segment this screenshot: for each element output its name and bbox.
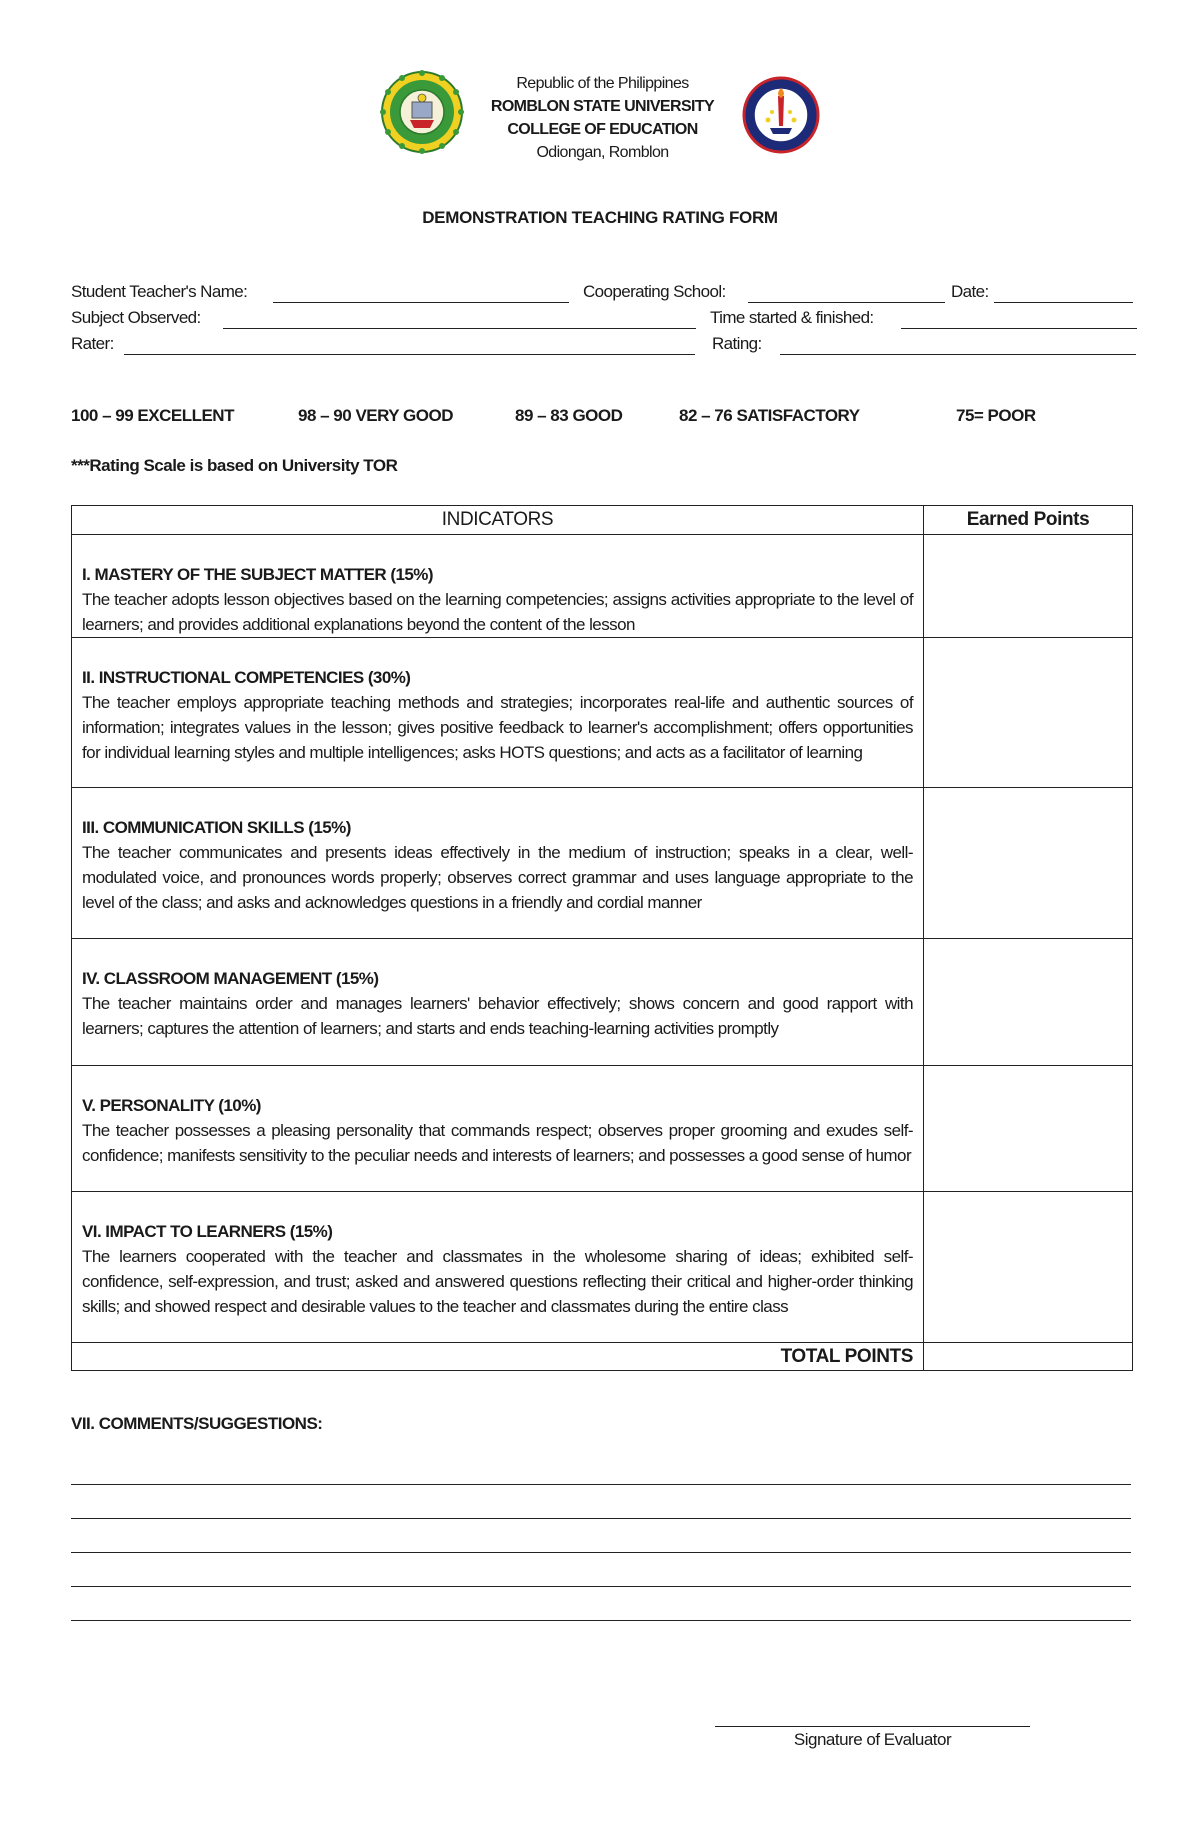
- scale-very-good: 98 – 90 VERY GOOD: [298, 406, 453, 425]
- location-line: Odiongan, Romblon: [536, 144, 669, 161]
- indicator-title: II. INSTRUCTIONAL COMPETENCIES (30%): [82, 668, 411, 687]
- indicator-description: The teacher employs appropriate teaching methods and strategies; incorporates real-life and authentic sources of information; integrates values in the lesson; gives positive feedback to learner's accomplishment; offers opportunities for individual learning styles and multiple intelligences; asks HOTS questions; and acts as a facilitator of learning: [82, 693, 913, 762]
- time-field[interactable]: [901, 328, 1137, 329]
- signature-line[interactable]: [715, 1726, 1030, 1727]
- student-teacher-field[interactable]: [273, 302, 569, 303]
- earned-points-header: Earned Points: [924, 506, 1133, 535]
- indicator-title: VI. IMPACT TO LEARNERS (15%): [82, 1222, 333, 1241]
- date-label: Date:: [951, 282, 989, 301]
- indicator-title: IV. CLASSROOM MANAGEMENT (15%): [82, 969, 379, 988]
- total-points-cell[interactable]: [924, 1343, 1133, 1371]
- indicator-description: The teacher possesses a pleasing personality that commands respect; observes proper grooming and exudes self-confidence; manifests sensitivity to the peculiar needs and interests of learners; and possesses a good sense of humor: [82, 1121, 913, 1165]
- rater-label: Rater:: [71, 334, 114, 353]
- scale-excellent: 100 – 99 EXCELLENT: [71, 406, 234, 425]
- subject-observed-label: Subject Observed:: [71, 308, 201, 327]
- rating-field[interactable]: [780, 354, 1136, 355]
- earned-points-cell[interactable]: [924, 939, 1133, 1066]
- indicator-cell: [72, 788, 924, 939]
- student-teacher-label: Student Teacher's Name:: [71, 282, 248, 301]
- indicators-header: INDICATORS: [72, 506, 924, 535]
- cooperating-school-field[interactable]: [748, 302, 945, 303]
- scale-note: ***Rating Scale is based on University TOR: [71, 456, 398, 475]
- indicator-cell: [72, 939, 924, 1066]
- comments-label: VII. COMMENTS/SUGGESTIONS:: [71, 1414, 323, 1433]
- indicator-description: The learners cooperated with the teacher and classmates in the wholesome sharing of ideas; exhibited self-confidence, self-expression, and trust; asked and answered questions reflecting their critical and higher-order thinking skills; and showed respect and desirable values to the teacher and classmates during the entire class: [82, 1247, 913, 1316]
- indicator-row: [72, 788, 1133, 939]
- scale-good: 89 – 83 GOOD: [515, 406, 623, 425]
- indicator-description: The teacher adopts lesson objectives based on the learning competencies; assigns activities appropriate to the level of learners; and provides additional explanations beyond the content of the lesson: [82, 590, 913, 634]
- indicator-row: [72, 638, 1133, 788]
- indicator-description: The teacher maintains order and manages learners' behavior effectively; shows concern and good rapport with learners; captures the attention of learners; and starts and ends teaching-learning activities promptly: [82, 994, 913, 1038]
- indicator-row: [72, 1192, 1133, 1343]
- indicator-cell: [72, 535, 924, 638]
- indicator-cell: [72, 1066, 924, 1192]
- earned-points-cell[interactable]: [924, 788, 1133, 939]
- subject-observed-field[interactable]: [223, 328, 696, 329]
- earned-points-cell[interactable]: [924, 1066, 1133, 1192]
- indicators-table: [71, 505, 1133, 1371]
- indicator-cell: [72, 638, 924, 788]
- indicator-title: III. COMMUNICATION SKILLS (15%): [82, 818, 351, 837]
- indicator-cell: [72, 1192, 924, 1343]
- comment-line[interactable]: [71, 1518, 1131, 1519]
- earned-points-cell[interactable]: [924, 1192, 1133, 1343]
- university-seal-icon: [380, 70, 464, 154]
- comment-line[interactable]: [71, 1484, 1131, 1485]
- indicator-row: [72, 1066, 1133, 1192]
- signature-label: Signature of Evaluator: [793, 1730, 952, 1749]
- earned-points-cell[interactable]: [924, 535, 1133, 638]
- comment-line[interactable]: [71, 1552, 1131, 1553]
- comment-line[interactable]: [71, 1620, 1131, 1621]
- total-points-label: TOTAL POINTS: [72, 1343, 924, 1371]
- scale-poor: 75= POOR: [956, 406, 1036, 425]
- scale-satisfactory: 82 – 76 SATISFACTORY: [679, 406, 860, 425]
- time-label: Time started & finished:: [710, 308, 874, 327]
- cooperating-school-label: Cooperating School:: [583, 282, 726, 301]
- rater-field[interactable]: [124, 354, 695, 355]
- indicator-row: [72, 939, 1133, 1066]
- institution-text: [470, 72, 735, 164]
- university-name: ROMBLON STATE UNIVERSITY: [490, 98, 715, 115]
- total-row: [72, 1343, 1133, 1371]
- republic-line: Republic of the Philippines: [516, 75, 689, 92]
- rating-label: Rating:: [712, 334, 762, 353]
- college-name: COLLEGE OF EDUCATION: [507, 121, 698, 138]
- form-title: DEMONSTRATION TEACHING RATING FORM: [422, 208, 778, 227]
- table-header-row: [72, 506, 1133, 535]
- indicator-row: [72, 535, 1133, 638]
- earned-points-cell[interactable]: [924, 638, 1133, 788]
- indicator-description: The teacher communicates and presents ideas effectively in the medium of instruction; speaks in a clear, well-modulated voice, and pronounces words properly; observes correct grammar and uses language appropriate to the level of the class; and asks and acknowledges questions in a friendly and cordial manner: [82, 843, 913, 912]
- indicator-title: V. PERSONALITY (10%): [82, 1096, 261, 1115]
- comment-line[interactable]: [71, 1586, 1131, 1587]
- college-seal-icon: [742, 76, 820, 154]
- date-field[interactable]: [994, 302, 1133, 303]
- indicator-title: I. MASTERY OF THE SUBJECT MATTER (15%): [82, 565, 433, 584]
- letterhead: [0, 70, 1200, 170]
